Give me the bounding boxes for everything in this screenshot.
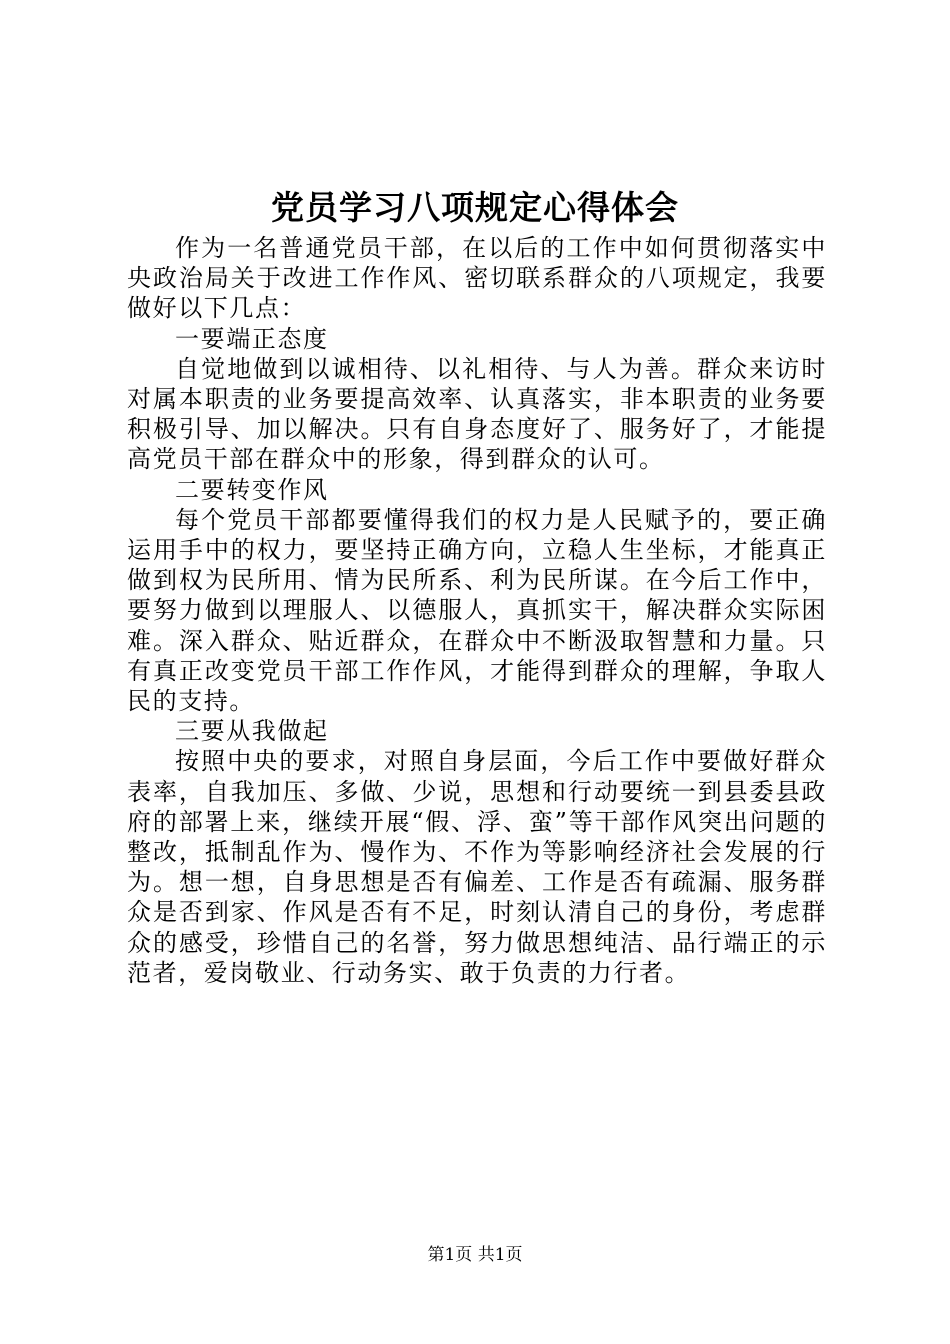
intro-paragraph: 作为一名普通党员干部，在以后的工作中如何贯彻落实中央政治局关于改进工作作风、密切联系群众的八项规定，我要做好以下几点： [127, 234, 827, 323]
section-paragraph-3: 按照中央的要求，对照自身层面，今后工作中要做好群众表率，自我加压、多做、少说，思想和行动要统一到县委县政府的部署上来，继续开展“假、浮、蛮”等干部作风突出问题的整改，抵制乱作为、慢作为、不作为等影响经济社会发展的行为。想一想，自身思想是否有偏差、工作是否有疏漏、服务群众是否到家、作风是否有不足，时刻认清自己的身份，考虑群众的感受，珍惜自己的名誉，努力做思想纯洁、品行端正的示范者，爱岗敬业、行动务实、敢于负责的力行者。 [127, 747, 827, 987]
section-paragraph-1: 自觉地做到以诚相待、以礼相待、与人为善。群众来访时对属本职责的业务要提高效率、认真落实，非本职责的业务要积极引导、加以解决。只有自身态度好了、服务好了，才能提高党员干部在群众中的形象，得到群众的认可。 [127, 354, 827, 474]
section-heading-2: 二要转变作风 [175, 475, 329, 504]
document-body [127, 233, 827, 988]
section-heading-1: 一要端正态度 [175, 324, 329, 353]
section-heading-3: 三要从我做起 [175, 717, 329, 746]
page-footer: 第1页 共1页 [427, 1245, 523, 1265]
document-title: 党员学习八项规定心得体会 [271, 188, 679, 227]
section-paragraph-2: 每个党员干部都要懂得我们的权力是人民赋予的，要正确运用手中的权力，要坚持正确方向，立稳人生坐标，才能真正做到权为民所用、情为民所系、利为民所谋。在今后工作中，要努力做到以理服人、以德服人，真抓实干，解决群众实际困难。深入群众、贴近群众，在群众中不断汲取智慧和力量。只有真正改变党员干部工作作风，才能得到群众的理解，争取人民的支持。 [127, 505, 827, 716]
